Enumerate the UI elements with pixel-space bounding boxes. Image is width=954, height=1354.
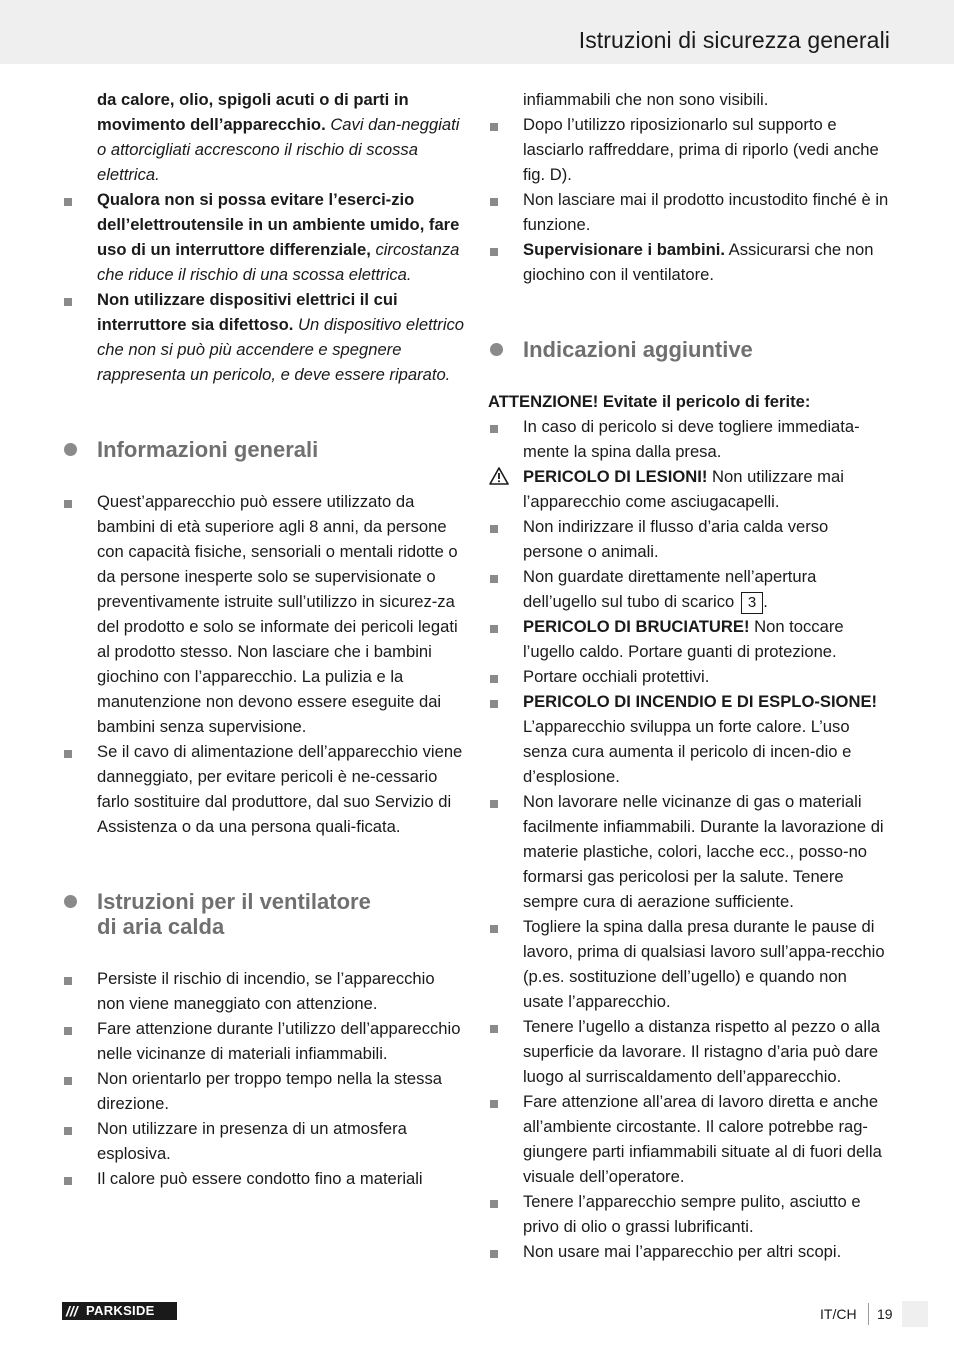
list-item: Portare occhiali protettivi. [488,664,891,689]
language-code: IT/CH [820,1306,857,1322]
list-item: Fare attenzione all’area di lavoro diretta e anche all’ambiente circostante. Il calore potrebbe rag-giungere parti infiammabili situate al di fuori della visuale dell’operatore. [488,1089,891,1189]
list-item: Dopo l’utilizzo riposizionarlo sul supporto e lasciarlo raffreddare, prima di riporlo (vedi anche fig. D). [488,112,891,187]
heading-text: Informazioni generali [97,437,319,462]
list-item: Non utilizzare in presenza di un atmosfera esplosiva. [62,1116,465,1166]
item-italic: Un dispositivo elettrico che non si può più accendere e spegnere rappresenta un pericolo, e deve essere riparato. [97,315,465,384]
list-item: Togliere la spina dalla presa durante le pause di lavoro, prima di qualsiasi lavoro sull’appa-recchio (p.es. sostituzione dell’ugello) e quando non usate l’apparecchio. [488,914,891,1014]
continued-paragraph: infiammabili che non sono visibili. [523,90,769,109]
item-text: Assicurarsi che non giochino con il ventilatore. [523,240,874,284]
list-item [62,287,465,387]
figure-reference: 3 [741,592,763,614]
continued-bold: da calore, olio, spigoli acuti o di parti in movimento dell’apparecchio. [97,90,409,134]
heading-text: Indicazioni aggiuntive [523,337,753,362]
item-bold: PERICOLO DI INCENDIO E DI ESPLO-SIONE! [523,692,878,711]
heading-text-line1: Istruzioni per il ventilatore [97,889,371,914]
list-item: Se il cavo di alimentazione dell’apparecchio viene danneggiato, per evitare pericoli è ne-cessario farlo sostituire dal produttore, dal suo Servizio di Assistenza o da una persona quali-ficata. [62,739,465,839]
item-bold: Supervisionare i bambini. [523,240,725,259]
left-column [62,87,465,1191]
list-item: Non orientarlo per troppo tempo nella la stessa direzione. [62,1066,465,1116]
list-item: Tenere l’ugello a distanza rispetto al pezzo o alla superficie da lavorare. Il ristagno d’aria può dare luogo al surriscaldamento dell’apparecchio. [488,1014,891,1089]
item-bold: PERICOLO DI BRUCIATURE! [523,617,750,636]
footer-tab [902,1301,928,1327]
list-item [488,689,891,789]
page-header [0,0,954,64]
item-bold: Qualora non si possa evitare l’eserci-zio dell’elettroutensile in un ambiente umido, fare uso di un interruttore differenziale, [97,190,460,259]
footer-divider [868,1303,869,1325]
item-bold: Non utilizzare dispositivi elettrici il cui interruttore sia difettoso. [97,290,398,334]
item-text: Non utilizzare mai l’apparecchio come asciugacapelli. [523,467,844,511]
parkside-logo [62,1302,177,1320]
continued-paragraph [62,87,465,187]
warning-item [488,464,891,514]
logo-slashes: /// [66,1303,78,1319]
item-end: . [763,592,768,611]
list-item: Non indirizzare il flusso d’aria calda verso persone o animali. [488,514,891,564]
list-item: Fare attenzione durante l’utilizzo dell’apparecchio nelle vicinanze di materiali infiammabili. [62,1016,465,1066]
item-italic: circostanza che riduce il rischio di una scossa elettrica. [97,240,460,284]
heading-text-line2: di aria calda [97,914,225,939]
page-number: 19 [877,1306,893,1322]
section-heading-general-info [62,437,465,462]
list-item [488,564,891,614]
item-text: Non guardate direttamente nell’apertura dell’ugello sul tubo di scarico [523,567,817,611]
list-item: Non usare mai l’apparecchio per altri scopi. [488,1239,891,1264]
attention-line: ATTENZIONE! Evitate il pericolo di ferite: [488,392,811,411]
list-item: Quest’apparecchio può essere utilizzato da bambini di età superiore agli 8 anni, da persone con capacità fisiche, sensoriali o mentali ridotte o da persone inesperte solo se supervisionate o preventivamente istruite sull’utilizzo in sicurez-za del prodotto e solo se informate dei pericoli legati al prodotto stesso. Non lasciare che i bambini giochino con l’apparecchio. La pulizia e la manutenzione non devono essere eseguite dai bambini senza supervisione. [62,489,465,739]
item-bold: PERICOLO DI LESIONI! [523,467,708,486]
list-item [488,237,891,287]
header-title: Istruzioni di sicurezza generali [578,27,890,53]
list-item [488,614,891,664]
section-heading-hot-air-blower [62,889,465,939]
list-item: Il calore può essere condotto fino a materiali [62,1166,465,1191]
list-item: Tenere l’apparecchio sempre pulito, asciutto e privo di olio o grassi lubrificanti. [488,1189,891,1239]
item-text: L’apparecchio sviluppa un forte calore. L’uso senza cura aumenta il pericolo di incen-dio e d’esplosione. [523,717,852,786]
list-item: Non lavorare nelle vicinanze di gas o materiali facilmente infiammabili. Durante la lavorazione di materie plastiche, colori, lacche ecc., posso-no formarsi gas pericolosi per la salute. Tenere sempre cura di aerazione sufficiente. [488,789,891,914]
item-text: Non toccare l’ugello caldo. Portare guanti di protezione. [523,617,844,661]
warning-triangle-icon [489,467,509,485]
heading-bullet-icon [64,443,77,456]
logo-brand: PARKSIDE [86,1303,155,1318]
heading-bullet-icon [490,343,503,356]
list-item: In caso di pericolo si deve togliere immediata-mente la spina dalla presa. [488,414,891,464]
list-item [62,187,465,287]
continued-italic: Cavi dan-neggiati o attorcigliati accrescono il rischio di scossa elettrica. [97,115,460,184]
list-item: Persiste il rischio di incendio, se l’apparecchio non viene maneggiato con attenzione. [62,966,465,1016]
list-item: Non lasciare mai il prodotto incustodito finché è in funzione. [488,187,891,237]
heading-bullet-icon [64,895,77,908]
right-column [488,87,891,1264]
section-heading-additional [488,337,891,362]
